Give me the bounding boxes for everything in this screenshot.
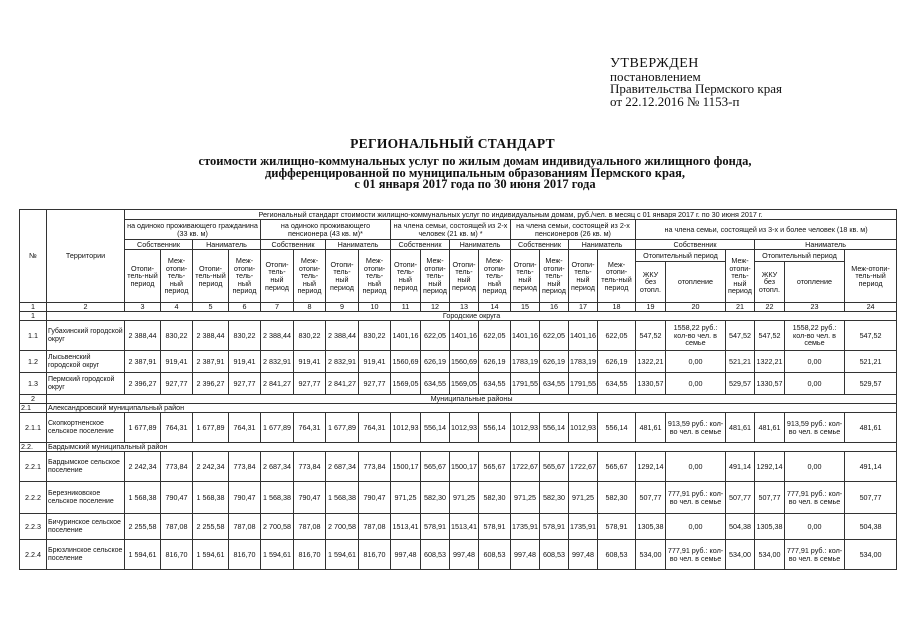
row-territory: Брюзлинское сельское поселение — [47, 540, 125, 570]
column-number: 4 — [161, 303, 193, 312]
cell-value: 790,47 — [161, 482, 193, 514]
cell-value: 2 388,44 — [193, 321, 229, 351]
document-subtitle — [130, 156, 820, 191]
header-zhku: ЖКУ без отопл. — [755, 262, 784, 303]
section-row — [20, 404, 897, 413]
column-number: 6 — [229, 303, 261, 312]
column-number: 24 — [845, 303, 897, 312]
header-inter-period: Меж-отопи-тель-ный период — [726, 250, 755, 303]
header-inter-period: Меж-отопи-тель-ный период — [598, 250, 636, 303]
column-number: 11 — [391, 303, 421, 312]
cell-value: 830,22 — [359, 321, 391, 351]
cell-value: 608,53 — [421, 540, 450, 570]
row-territory: Скопкортненское сельское поселение — [47, 413, 125, 443]
cell-value: 491,14 — [726, 452, 755, 482]
cell-value: 919,41 — [294, 351, 326, 373]
cell-value: 507,77 — [755, 482, 785, 514]
cell-value: 504,38 — [845, 514, 897, 540]
cell-value: 1012,93 — [569, 413, 598, 443]
header-zhku: ЖКУ без отопл. — [636, 262, 665, 303]
cell-value: 507,77 — [726, 482, 755, 514]
column-number: 21 — [726, 303, 755, 312]
cell-value: 565,67 — [540, 452, 569, 482]
cell-value: 919,41 — [359, 351, 391, 373]
section-title: Александровский муниципальный район — [47, 404, 897, 413]
column-number: 18 — [598, 303, 636, 312]
row-number: 2.1.1 — [20, 413, 47, 443]
header-tenant: Наниматель — [569, 240, 636, 250]
column-number: 7 — [261, 303, 294, 312]
header-group-family-3: на члена семьи, состоящей из 3-х и более человек (18 кв. м) — [636, 220, 897, 240]
section-row — [20, 312, 897, 321]
cell-value: 547,52 — [726, 321, 755, 351]
cell-value: 1513,41 — [450, 514, 479, 540]
header-heat-period: Отопи-тель-ный период — [450, 250, 479, 303]
cell-value: 481,61 — [726, 413, 755, 443]
cell-value: 2 242,34 — [125, 452, 161, 482]
cell-value: 1401,16 — [569, 321, 598, 351]
cell-value: 521,21 — [726, 351, 755, 373]
cell-value: 913,59 руб.: кол-во чел. в семье — [666, 413, 726, 443]
cell-value: 816,70 — [161, 540, 193, 570]
cell-value: 534,00 — [636, 540, 666, 570]
cell-value: 2 841,27 — [326, 373, 359, 395]
row-number: 2.2.4 — [20, 540, 47, 570]
cell-value: 626,19 — [421, 351, 450, 373]
cell-value: 1012,93 — [511, 413, 540, 443]
cell-value: 1 568,38 — [261, 482, 294, 514]
cell-value: 773,84 — [229, 452, 261, 482]
cell-value: 764,31 — [161, 413, 193, 443]
cell-value: 1 677,89 — [193, 413, 229, 443]
cell-value: 634,55 — [479, 373, 511, 395]
cell-value: 2 832,91 — [326, 351, 359, 373]
approval-block — [610, 58, 782, 108]
cell-value: 2 700,58 — [261, 514, 294, 540]
cell-value: 1322,21 — [755, 351, 785, 373]
column-number: 23 — [785, 303, 845, 312]
header-inter-period: Меж-отопи-тель-ный период — [479, 250, 511, 303]
header-heat-period: Отопи-тель-ный период — [125, 250, 161, 303]
header-inter-period: Меж-отопи-тель-ный период — [161, 250, 193, 303]
cell-value: 578,91 — [540, 514, 569, 540]
cell-value: 578,91 — [479, 514, 511, 540]
row-territory: Березниковское сельское поселение — [47, 482, 125, 514]
column-number: 3 — [125, 303, 161, 312]
header-inter-period: Меж-отопи-тель-ный период — [845, 250, 897, 303]
header-heat-period-group — [755, 250, 845, 303]
column-number: 5 — [193, 303, 229, 312]
cell-value: 790,47 — [229, 482, 261, 514]
cell-value: 997,48 — [450, 540, 479, 570]
cell-value: 1012,93 — [450, 413, 479, 443]
subtitle-line: с 01 января 2017 года по 30 июня 2017 года — [354, 177, 596, 191]
cell-value: 790,47 — [359, 482, 391, 514]
header-owner: Собственник — [391, 240, 450, 250]
header-inter-period: Меж-отопи-тель-ный период — [229, 250, 261, 303]
cell-value: 556,14 — [540, 413, 569, 443]
column-number: 22 — [755, 303, 785, 312]
cell-value: 1 568,38 — [125, 482, 161, 514]
cell-value: 2 687,34 — [261, 452, 294, 482]
header-heat-period: Отопи-тель-ный период — [193, 250, 229, 303]
cell-value: 1 594,61 — [193, 540, 229, 570]
cell-value: 491,14 — [845, 452, 897, 482]
header-owner: Собственник — [636, 240, 755, 250]
cell-value: 547,52 — [636, 321, 666, 351]
cell-value: 997,48 — [569, 540, 598, 570]
header-heat-period-group — [636, 250, 726, 303]
cell-value: 1 677,89 — [261, 413, 294, 443]
cell-value: 2 387,91 — [193, 351, 229, 373]
cell-value: 1558,22 руб.: кол-во чел. в семье — [785, 321, 845, 351]
cell-value: 578,91 — [421, 514, 450, 540]
cell-value: 2 388,44 — [125, 321, 161, 351]
cell-value: 1 594,61 — [261, 540, 294, 570]
column-number: 15 — [511, 303, 540, 312]
cell-value: 1791,55 — [569, 373, 598, 395]
cell-value: 773,84 — [161, 452, 193, 482]
cell-value: 919,41 — [229, 351, 261, 373]
cell-value: 0,00 — [785, 351, 845, 373]
cell-value: 1569,05 — [391, 373, 421, 395]
cell-value: 764,31 — [359, 413, 391, 443]
cell-value: 634,55 — [540, 373, 569, 395]
cell-value: 777,91 руб.: кол-во чел. в семье — [785, 540, 845, 570]
cell-value: 1292,14 — [755, 452, 785, 482]
row-number: 2.2.1 — [20, 452, 47, 482]
cell-value: 1 594,61 — [125, 540, 161, 570]
column-number: 17 — [569, 303, 598, 312]
header-owner: Собственник — [125, 240, 193, 250]
cell-value: 1783,19 — [511, 351, 540, 373]
header-group-family-2: на члена семьи, состоящей из 2-х человек (21 кв. м) * — [391, 220, 511, 240]
header-tenant: Наниматель — [326, 240, 391, 250]
header-territory: Территории — [47, 210, 125, 303]
cell-value: 816,70 — [294, 540, 326, 570]
table-row — [20, 373, 897, 395]
column-number: 12 — [421, 303, 450, 312]
cell-value: 565,67 — [598, 452, 636, 482]
cell-value: 816,70 — [229, 540, 261, 570]
cell-value: 481,61 — [755, 413, 785, 443]
cell-value: 830,22 — [229, 321, 261, 351]
cell-value: 556,14 — [479, 413, 511, 443]
cell-value: 0,00 — [666, 373, 726, 395]
cell-value: 1012,93 — [391, 413, 421, 443]
header-heat-period: Отопи-тель-ный период — [569, 250, 598, 303]
header-tenant: Наниматель — [193, 240, 261, 250]
cell-value: 1 594,61 — [326, 540, 359, 570]
cell-value: 1722,67 — [569, 452, 598, 482]
cell-value: 2 255,58 — [193, 514, 229, 540]
cell-value: 919,41 — [161, 351, 193, 373]
header-heat-period: Отопи-тель-ный период — [261, 250, 294, 303]
cell-value: 1735,91 — [569, 514, 598, 540]
cell-value: 556,14 — [598, 413, 636, 443]
approval-heading: УТВЕРЖДЕН — [610, 56, 699, 71]
cell-value: 626,19 — [598, 351, 636, 373]
header-inter-period: Меж-отопи-тель-ный период — [421, 250, 450, 303]
cell-value: 622,05 — [421, 321, 450, 351]
cell-value: 1330,57 — [755, 373, 785, 395]
cell-value: 2 841,27 — [261, 373, 294, 395]
cell-value: 971,25 — [569, 482, 598, 514]
cell-value: 1569,05 — [450, 373, 479, 395]
cell-value: 997,48 — [511, 540, 540, 570]
cell-value: 634,55 — [421, 373, 450, 395]
cell-value: 816,70 — [359, 540, 391, 570]
cell-value: 1722,67 — [511, 452, 540, 482]
cell-value: 547,52 — [755, 321, 785, 351]
cell-value: 2 387,91 — [125, 351, 161, 373]
row-territory: Бардымское сельское поселение — [47, 452, 125, 482]
header-heating: отопление — [677, 277, 713, 287]
cell-value: 830,22 — [294, 321, 326, 351]
row-territory: Пермский городской округ — [47, 373, 125, 395]
header-inter-period: Меж-отопи-тель-ный период — [294, 250, 326, 303]
cell-value: 1401,16 — [511, 321, 540, 351]
cell-value: 1305,38 — [755, 514, 785, 540]
document-title: РЕГИОНАЛЬНЫЙ СТАНДАРТ — [350, 136, 555, 151]
table-row — [20, 482, 897, 514]
cell-value: 787,08 — [294, 514, 326, 540]
cell-value: 1560,69 — [391, 351, 421, 373]
row-number: 2.2.3 — [20, 514, 47, 540]
table-row — [20, 452, 897, 482]
standard-table — [19, 209, 897, 570]
header-tenant: Наниматель — [755, 240, 897, 250]
section-number: 2.2. — [20, 443, 47, 452]
cell-value: 1305,38 — [636, 514, 666, 540]
cell-value: 2 388,44 — [326, 321, 359, 351]
cell-value: 1500,17 — [450, 452, 479, 482]
approval-line: постановлением — [610, 68, 701, 84]
cell-value: 1322,21 — [636, 351, 666, 373]
approval-line: от 22.12.2016 № 1153-п — [610, 93, 740, 109]
cell-value: 0,00 — [666, 452, 726, 482]
cell-value: 2 700,58 — [326, 514, 359, 540]
section-number: 1 — [20, 312, 47, 321]
cell-value: 1 677,89 — [125, 413, 161, 443]
table-row — [20, 351, 897, 373]
column-number: 13 — [450, 303, 479, 312]
header-heat-period: Отопи-тель-ный период — [326, 250, 359, 303]
cell-value: 1 568,38 — [193, 482, 229, 514]
cell-value: 971,25 — [391, 482, 421, 514]
cell-value: 521,21 — [845, 351, 897, 373]
cell-value: 582,30 — [598, 482, 636, 514]
cell-value: 773,84 — [294, 452, 326, 482]
row-territory: Бичуринское сельское поселение — [47, 514, 125, 540]
row-number: 1.2 — [20, 351, 47, 373]
cell-value: 2 242,34 — [193, 452, 229, 482]
cell-value: 481,61 — [845, 413, 897, 443]
cell-value: 608,53 — [598, 540, 636, 570]
cell-value: 1401,16 — [391, 321, 421, 351]
header-heat-period: Отопи-тель-ный период — [511, 250, 540, 303]
row-territory: Лысьвенский городской округ — [47, 351, 125, 373]
cell-value: 2 255,58 — [125, 514, 161, 540]
header-owner: Собственник — [261, 240, 326, 250]
cell-value: 1783,19 — [569, 351, 598, 373]
cell-value: 608,53 — [540, 540, 569, 570]
column-number: 8 — [294, 303, 326, 312]
cell-value: 0,00 — [785, 373, 845, 395]
cell-value: 507,77 — [845, 482, 897, 514]
cell-value: 2 388,44 — [261, 321, 294, 351]
cell-value: 777,91 руб.: кол-во чел. в семье — [785, 482, 845, 514]
header-heating: отопление — [796, 277, 832, 287]
cell-value: 0,00 — [785, 452, 845, 482]
column-number: 1 — [20, 303, 47, 312]
column-number: 20 — [666, 303, 726, 312]
column-number: 19 — [636, 303, 666, 312]
header-inter-period: Меж-отопи-тель-ный период — [359, 250, 391, 303]
cell-value: 529,57 — [726, 373, 755, 395]
cell-value: 1791,55 — [511, 373, 540, 395]
cell-value: 504,38 — [726, 514, 755, 540]
cell-value: 565,67 — [421, 452, 450, 482]
section-row — [20, 443, 897, 452]
cell-value: 534,00 — [755, 540, 785, 570]
cell-value: 622,05 — [540, 321, 569, 351]
cell-value: 997,48 — [391, 540, 421, 570]
table-row — [20, 321, 897, 351]
section-number: 2.1 — [20, 404, 47, 413]
cell-value: 534,00 — [845, 540, 897, 570]
cell-value: 1500,17 — [391, 452, 421, 482]
cell-value: 626,19 — [540, 351, 569, 373]
cell-value: 764,31 — [229, 413, 261, 443]
cell-value: 1330,57 — [636, 373, 666, 395]
section-row — [20, 395, 897, 404]
cell-value: 913,59 руб.: кол-во чел. в семье — [785, 413, 845, 443]
cell-value: 534,00 — [726, 540, 755, 570]
cell-value: 777,91 руб.: кол-во чел. в семье — [666, 482, 726, 514]
cell-value: 777,91 руб.: кол-во чел. в семье — [666, 540, 726, 570]
cell-value: 0,00 — [666, 514, 726, 540]
row-number: 2.2.2 — [20, 482, 47, 514]
cell-value: 622,05 — [479, 321, 511, 351]
column-number: 16 — [540, 303, 569, 312]
cell-value: 565,67 — [479, 452, 511, 482]
cell-value: 547,52 — [845, 321, 897, 351]
cell-value: 787,08 — [359, 514, 391, 540]
row-number: 1.1 — [20, 321, 47, 351]
cell-value: 2 396,27 — [193, 373, 229, 395]
approval-line: Правительства Пермского края — [610, 81, 782, 96]
cell-value: 626,19 — [479, 351, 511, 373]
section-title: Городские округа — [47, 312, 897, 321]
cell-value: 773,84 — [359, 452, 391, 482]
cell-value: 578,91 — [598, 514, 636, 540]
cell-value: 927,77 — [359, 373, 391, 395]
column-number: 9 — [326, 303, 359, 312]
section-number: 2 — [20, 395, 47, 404]
cell-value: 1513,41 — [391, 514, 421, 540]
header-heat-period: Отопительный период — [636, 250, 725, 262]
cell-value: 971,25 — [511, 482, 540, 514]
section-title: Бардымский муниципальный район — [47, 443, 897, 452]
table-row — [20, 540, 897, 570]
header-inter-period: Меж-отопи-тель-ный период — [540, 250, 569, 303]
cell-value: 582,30 — [540, 482, 569, 514]
cell-value: 1 677,89 — [326, 413, 359, 443]
cell-value: 1558,22 руб.: кол-во чел. в семье — [666, 321, 726, 351]
header-group-single: на одиноко проживающего гражданина (33 кв. м) — [125, 220, 261, 240]
cell-value: 787,08 — [161, 514, 193, 540]
header-group-family-2-pensioners: на члена семьи, состоящей из 2-х пенсионеров (26 кв. м) — [511, 220, 636, 240]
cell-value: 2 396,27 — [125, 373, 161, 395]
cell-value: 1560,69 — [450, 351, 479, 373]
cell-value: 787,08 — [229, 514, 261, 540]
header-group-pensioner: на одиноко проживающего пенсионера (43 кв. м)* — [261, 220, 391, 240]
cell-value: 971,25 — [450, 482, 479, 514]
section-title: Муниципальные районы — [47, 395, 897, 404]
cell-value: 2 687,34 — [326, 452, 359, 482]
cell-value: 1 568,38 — [326, 482, 359, 514]
column-number: 14 — [479, 303, 511, 312]
subtitle-line: стоимости жилищно-коммунальных услуг по жилым домам индивидуального жилищного фонда, — [198, 154, 752, 168]
cell-value: 1292,14 — [636, 452, 666, 482]
cell-value: 830,22 — [161, 321, 193, 351]
cell-value: 927,77 — [294, 373, 326, 395]
cell-value: 1735,91 — [511, 514, 540, 540]
header-owner: Собственник — [511, 240, 569, 250]
cell-value: 0,00 — [666, 351, 726, 373]
cell-value: 764,31 — [294, 413, 326, 443]
column-number: 2 — [47, 303, 125, 312]
header-heat-period: Отопи-тель-ный период — [391, 250, 421, 303]
cell-value: 481,61 — [636, 413, 666, 443]
cell-value: 2 832,91 — [261, 351, 294, 373]
cell-value: 507,77 — [636, 482, 666, 514]
table-row — [20, 413, 897, 443]
row-territory: Губахинский городской округ — [47, 321, 125, 351]
cell-value: 927,77 — [161, 373, 193, 395]
header-heat-period: Отопительный период — [755, 250, 844, 262]
header-no: № — [20, 210, 47, 303]
column-number: 10 — [359, 303, 391, 312]
cell-value: 582,30 — [479, 482, 511, 514]
header-caption: Региональный стандарт стоимости жилищно-коммунальных услуг по индивидуальным домам, руб./чел. в месяц с 01 января 2017 г. по 30 июня 2017 г. — [125, 210, 897, 220]
cell-value: 622,05 — [598, 321, 636, 351]
cell-value: 556,14 — [421, 413, 450, 443]
row-number: 1.3 — [20, 373, 47, 395]
table-row — [20, 514, 897, 540]
cell-value: 582,30 — [421, 482, 450, 514]
cell-value: 1401,16 — [450, 321, 479, 351]
cell-value: 790,47 — [294, 482, 326, 514]
cell-value: 927,77 — [229, 373, 261, 395]
cell-value: 529,57 — [845, 373, 897, 395]
cell-value: 634,55 — [598, 373, 636, 395]
cell-value: 608,53 — [479, 540, 511, 570]
header-tenant: Наниматель — [450, 240, 511, 250]
subtitle-line: дифференцированной по муниципальным образованиям Пермского края, — [264, 165, 686, 180]
cell-value: 0,00 — [785, 514, 845, 540]
